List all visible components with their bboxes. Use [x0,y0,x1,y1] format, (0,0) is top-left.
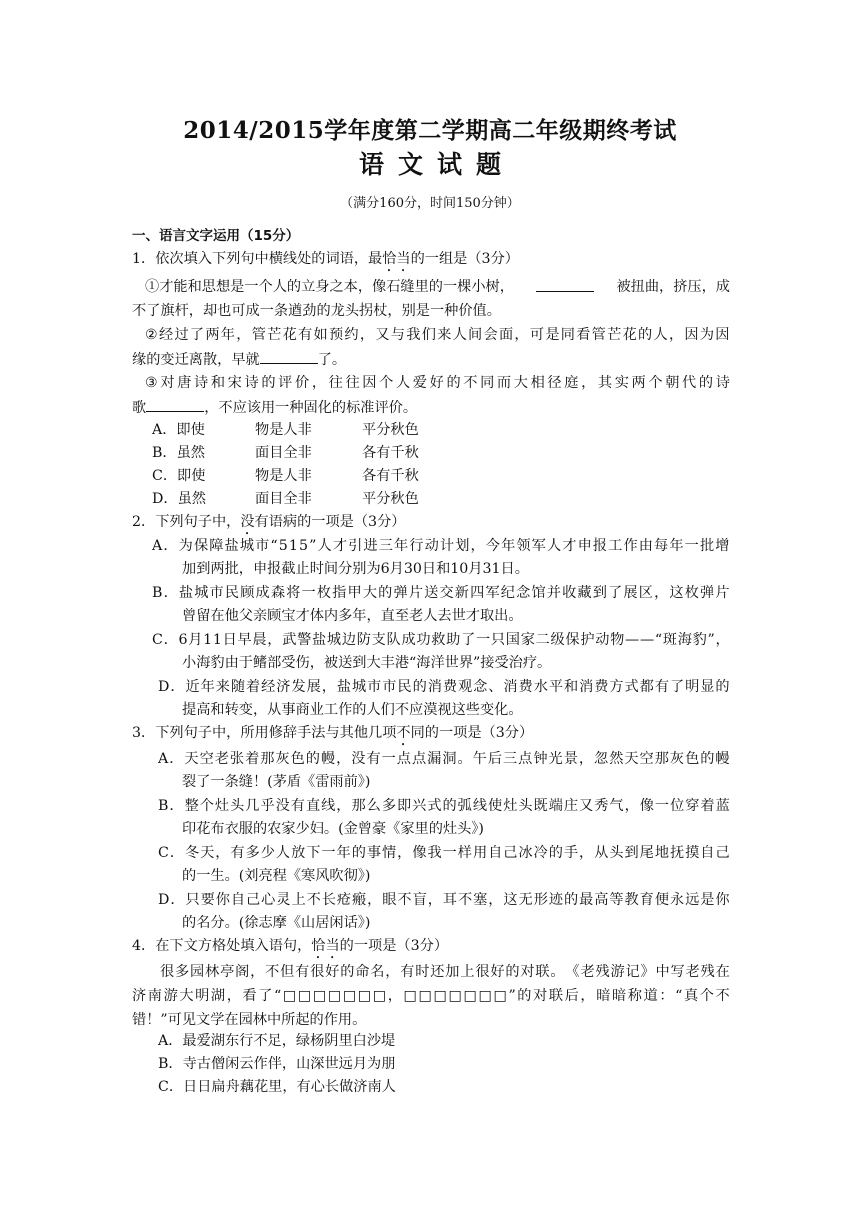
q3-option-d-line1: D ． 只 要 你 自 己 心 灵 上 不 长 疮 瘢 ， 眼 不 盲 ， 耳 不 塞 ， 这 无 形 迹 的 最 高 等 教 育 便 永 远 是 你 [158,892,730,908]
q2-stem: 2．下列句子中，没有语病的一项是（3分） [132,514,406,530]
exam-note: （满分160分，时间150分钟） [340,196,520,211]
q2-option-d-line2: 提高和转变，从事商业工作的人们不应漠视这些变化。 [182,702,523,718]
q4-passage-line2: 济 南 游 大 明 湖 ， 看 了 “ □ □ □ □ □ □ □ ， □ □ □ □ □ □ □ ” 的 对 联 后 ， 暗 暗 称 道 ： “ 真 个 不 [132,988,730,1004]
subject-title: 语文试题 [358,150,515,179]
q1-sentence1-line1: ①才能和思想是一个人的立身之本，像石缝里的一棵小树， 被扭曲，挤压，成 [145,279,730,295]
q1-option-c: C．即使 物是人非 各有千秋 [152,468,419,484]
q1-sentence3-line2: 歌 ，不应该用一种固化的标准评价。 [132,397,417,418]
q2-option-b-line2: 曾留在他父亲顾宝才体内多年，直至老人去世才取出。 [182,608,523,624]
q4-passage-line3: 错！”可见文学在园林中所起的作用。 [132,1012,367,1028]
q2-option-b-line1: B ． 盐 城 市 民 顾 成 森 将 一 枚 指 甲 大 的 弹 片 送 交 新 四 军 纪 念 馆 并 收 藏 到 了 展 区 ， 这 枚 弹 片 [152,585,730,601]
q1-option-a: A．即使 物是人非 平分秋色 [152,422,419,438]
q1-option-b: B．虽然 面目全非 各有千秋 [152,445,419,461]
q1-blank-2 [260,349,318,364]
q3-option-c-line2: 的一生。(刘亮程《寒风吹彻》) [182,868,371,884]
q3-option-a-line1: A ． 天 空 老 张 着 那 灰 色 的 幔 ， 没 有 一 点 点 漏 洞 。 午 后 三 点 钟 光 景 ， 忽 然 天 空 那 灰 色 的 幔 [158,751,730,767]
q2-option-d-line1: D ． 近 年 来 随 着 经 济 发 展 ， 盐 城 市 市 民 的 消 费 观 念 、 消 费 水 平 和 消 费 方 式 都 有 了 明 显 的 [158,679,730,695]
q1-sentence2-line1: ② 经 过 了 两 年 ， 管 芒 花 有 如 预 约 ， 又 与 我 们 来 人 间 会 面 ， 可 是 同 看 管 芒 花 的 人 ， 因 为 因 [145,327,730,343]
q4-passage-line1: 很 多 园 林 亭 阁 ， 不 但 有 很 好 的 命 名 ， 有 时 还 加 上 很 好 的 对 联 。 《 老 残 游 记 》 中 写 老 残 在 [160,964,730,980]
q4-option-c: C．日日扁舟藕花里，有心长做济南人 [158,1079,396,1095]
q1-stem: 1．依次填入下列句中横线处的词语，最恰当的一组是（3分） [132,251,519,267]
q4-option-a: A．最爱湖东行不足，绿杨阴里白沙堤 [158,1033,396,1049]
q4-stem: 4．在下文方格处填入语句，恰当的一项是（3分） [132,938,449,954]
q3-option-b-line1: B ． 整 个 灶 头 几 乎 没 有 直 线 ， 那 么 多 即 兴 式 的 弧 线 使 灶 头 既 端 庄 又 秀 气 ， 像 一 位 穿 着 蓝 [158,798,730,814]
q3-stem: 3．下列句子中，所用修辞手法与其他几项不同的一项是（3分） [132,725,534,741]
q2-option-a-line2: 加到两批，申报截止时间分别为6月30日和10月31日。 [182,561,529,577]
q1-sentence1-line2: 不了旗杆，却也可成一条遒劲的龙头拐杖，别是一种价值。 [132,303,501,319]
q3-option-b-line2: 印花布衣服的农家少妇。(金曾豪《家里的灶头》) [182,821,484,837]
q1-blank-3 [146,397,204,412]
q2-option-c-line1: C ． 6 月 1 1 日 早 晨 ， 武 警 盐 城 边 防 支 队 成 功 救 助 了 一 只 国 家 二 级 保 护 动 物 — — “ 斑 海 豹 ” ， [152,632,730,648]
q3-option-a-line2: 裂了一条缝！(茅盾《雷雨前》) [182,774,371,790]
q1-sentence3-line1: ③ 对 唐 诗 和 宋 诗 的 评 价 ， 往 往 因 个 人 爱 好 的 不 同 而 大 相 径 庭 ， 其 实 两 个 朝 代 的 诗 [145,375,730,391]
q4-option-b: B．寺古僧闲云作伴，山深世远月为朋 [158,1056,396,1072]
q3-option-d-line2: 的名分。(徐志摩《山居闲话》) [182,915,371,931]
q1-sentence2-line2: 缘的变迁离散，早就 了。 [132,349,346,370]
q2-option-a-line1: A ． 为 保 障 盐 城 市 “ 5 1 5 ” 人 才 引 进 三 年 行 动 计 划 ， 今 年 领 军 人 才 申 报 工 作 由 每 年 一 批 增 [152,538,730,554]
q1-option-d: D．虽然 面目全非 平分秋色 [152,491,419,507]
exam-title: 2014/2015学年度第二学期高二年级期终考试 [183,117,677,144]
q1-blank-1 [536,277,594,292]
q3-option-c-line1: C ． 冬 天 ， 有 多 少 人 放 下 一 年 的 事 情 ， 像 我 一 样 用 自 己 冰 冷 的 手 ， 从 头 到 尾 地 抚 摸 自 己 [158,845,730,861]
q2-option-c-line2: 小海豹由于鳍部受伤，被送到大丰港“海洋世界”接受治疗。 [182,655,552,671]
section-heading: 一、语言文字运用（15分） [132,228,300,244]
